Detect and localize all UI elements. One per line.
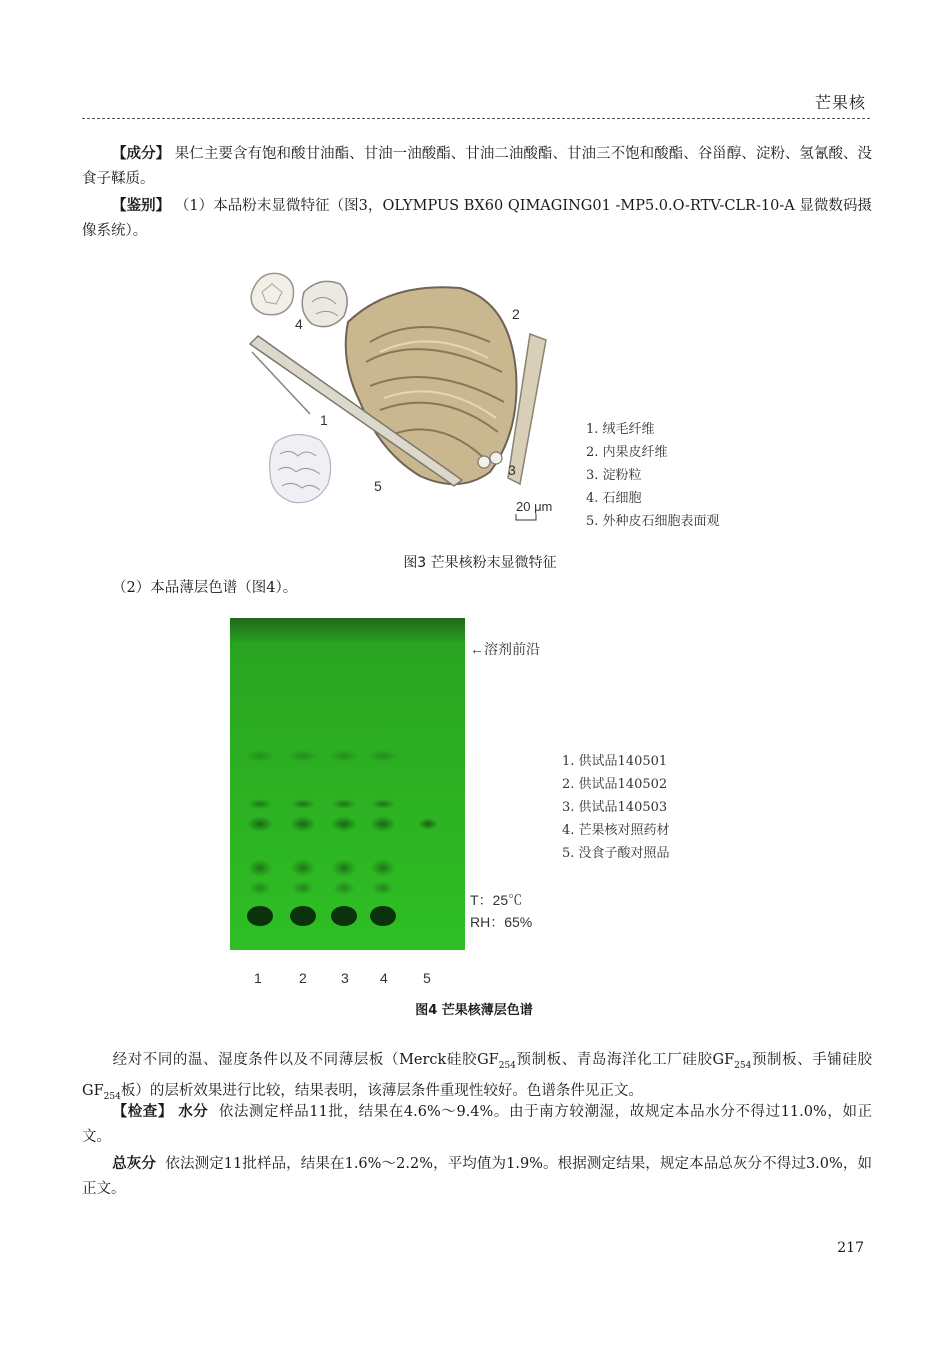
lane-label: 2 (299, 970, 307, 986)
running-header: 芒果核 (814, 93, 866, 112)
fig3-label-2: 2 (512, 306, 520, 322)
tlc-spot (418, 818, 438, 830)
tlc-spot (248, 859, 272, 877)
tlc-spot (368, 750, 398, 762)
tlc-spot (370, 816, 396, 832)
legend-item: 5. 外种皮石细胞表面观 (586, 514, 720, 529)
legend-item: 1. 绒毛纤维 (586, 422, 655, 437)
legend-item: 2. 内果皮纤维 (586, 445, 668, 460)
tlc-spot (370, 906, 396, 926)
ash-tag: 总灰分 (112, 1156, 156, 1172)
tlc-plate (230, 618, 465, 950)
tlc-spot (371, 799, 395, 809)
legend-item: 1. 供试品140501 (562, 754, 668, 769)
tlc-plate-graphic (230, 618, 465, 950)
tlc-spot (332, 859, 356, 877)
identification-paragraph (82, 194, 872, 244)
fig3-label-1: 1 (320, 412, 328, 428)
tlc-spot (288, 750, 318, 762)
identification-text: （1）本品粉末显微特征（图3，OLYMPUS BX60 QIMAGING01 -MP5.0.O-RTV-CLR-10-A 显微数码摄像系统）。 (82, 198, 873, 239)
tlc-spot (333, 881, 355, 895)
plate-background (230, 618, 465, 950)
moisture-tag: 水分 (178, 1104, 209, 1120)
tlc-spot (249, 881, 271, 895)
seed-coat-surface-drawing (270, 434, 331, 502)
humidity-label: RH：65% (470, 914, 533, 930)
figure3-caption: 图3 芒果核粉末显微特征 (403, 555, 557, 571)
discussion-text-d: 板）的层析效果进行比较，结果表明，该薄层条件重现性较好。色谱条件见正文。 (120, 1082, 643, 1099)
lane-label: 1 (254, 970, 262, 986)
lane-label: 5 (423, 970, 431, 986)
fig3-label-4: 4 (295, 316, 303, 332)
ash-text: 依法测定11批样品，结果在1.6%～2.2%，平均值为1.9%。根据测定结果，规定本品总灰分不得过3.0%，如正文。 (82, 1156, 873, 1197)
tlc-spot (291, 799, 315, 809)
identification-tag: 【鉴别】 (112, 198, 171, 214)
tlc-spot (331, 906, 357, 926)
subscript: 254 (103, 1091, 121, 1102)
figure4-caption: 图4 芒果核薄层色谱 (415, 1003, 533, 1018)
temperature-label: T：25℃ (470, 892, 523, 908)
tlc-spot (332, 799, 356, 809)
subscript: 254 (734, 1060, 752, 1071)
figure4-legend (562, 750, 670, 865)
legend-item: 4. 芒果核对照药材 (562, 823, 670, 838)
composition-text: 果仁主要含有饱和酸甘油酯、甘油一油酸酯、甘油二油酸酯、甘油三不饱和酸酯、谷甾醇、淀粉、氢氰酸、没食子鞣质。 (82, 146, 873, 187)
tlc-spot (290, 906, 316, 926)
fig3-label-5: 5 (374, 478, 382, 494)
inspection-text: 依法测定样品11批，结果在4.6%～9.4%。由于南方较潮湿，故规定本品水分不得过11.0%，如正文。 (82, 1104, 873, 1145)
tlc-spot (371, 859, 395, 877)
tlc-spot (290, 816, 316, 832)
legend-item: 5. 没食子酸对照品 (562, 846, 670, 861)
tlc-spot (248, 799, 272, 809)
composition-paragraph (82, 142, 872, 192)
fig3-label-3: 3 (508, 462, 516, 478)
composition-tag: 【成分】 (112, 146, 171, 162)
tlc-intro-text: （2）本品薄层色谱（图4）。 (112, 580, 298, 596)
solvent-front-label: ←溶剂前沿 (470, 641, 540, 657)
ash-paragraph (82, 1152, 872, 1202)
figure3-legend (586, 418, 720, 533)
tlc-spot (372, 881, 394, 895)
subscript: 254 (498, 1060, 516, 1071)
legend-item: 3. 淀粉粒 (586, 468, 642, 483)
tlc-spot (245, 750, 275, 762)
header-rule (82, 118, 870, 119)
inspection-paragraph (82, 1100, 872, 1150)
tlc-intro (82, 576, 872, 601)
tlc-spot (329, 750, 359, 762)
legend-item: 3. 供试品140503 (562, 800, 668, 815)
scale-bar-label: 20 μm (516, 499, 553, 514)
legend-item: 2. 供试品140502 (562, 777, 668, 792)
lane-label: 3 (341, 970, 349, 986)
tlc-spot (331, 816, 357, 832)
tlc-spot (291, 859, 315, 877)
inspection-tag: 【检查】 (112, 1104, 173, 1120)
tlc-spot (247, 906, 273, 926)
page-number: 217 (837, 1240, 864, 1256)
discussion-text-a: 经对不同的温、湿度条件以及不同薄层板（Merck硅胶GF (112, 1052, 499, 1068)
discussion-text-b: 预制板、青岛海洋化工厂硅胶GF (515, 1052, 735, 1068)
tlc-spot (292, 881, 314, 895)
discussion-text-c: 预制板、手铺硅胶GF (82, 1052, 872, 1099)
legend-item: 4. 石细胞 (586, 491, 642, 506)
tlc-spot (247, 816, 273, 832)
lane-label: 4 (380, 970, 388, 986)
